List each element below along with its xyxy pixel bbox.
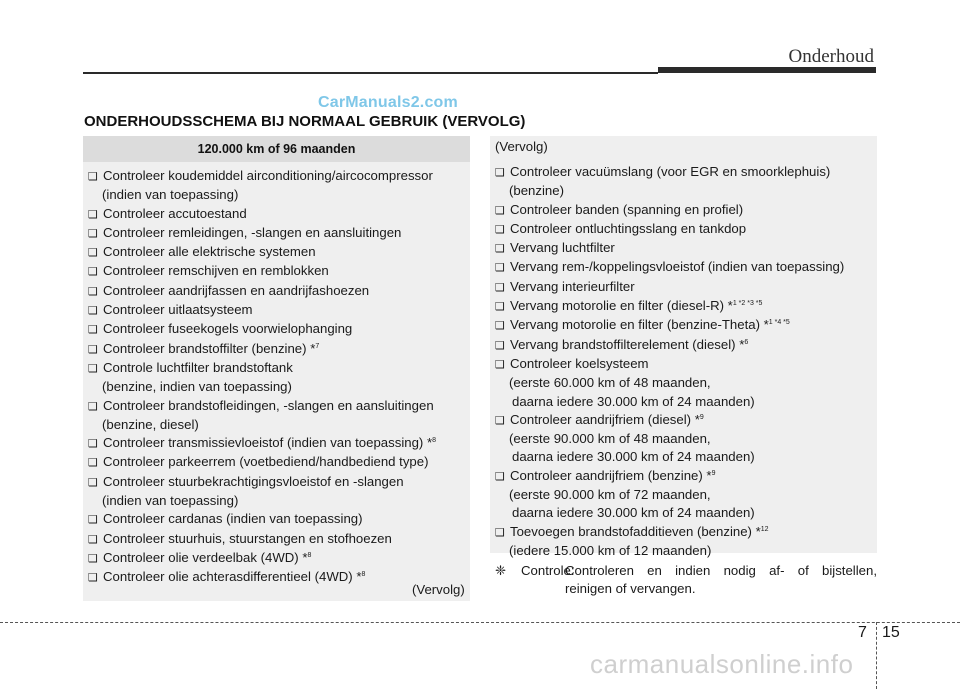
checkbox-icon: ❑ [88, 247, 98, 260]
checklist-item [88, 549, 466, 568]
checkbox-icon: ❑ [495, 167, 505, 179]
note-symbol: ❈ [495, 563, 507, 578]
checklist-item-continuation: (indien van toepassing) [102, 493, 239, 509]
checklist-item [495, 297, 873, 316]
checklist-item-continuation: (eerste 90.000 km of 48 maanden, [509, 431, 711, 447]
checklist-item-text: Controleer aandrijfriem (benzine) * [510, 467, 712, 483]
footnote [495, 562, 877, 598]
checkbox-icon: ❑ [88, 208, 98, 221]
checkbox-icon: ❑ [88, 572, 98, 585]
checklist-item [88, 301, 466, 320]
checklist-item-continuation: (eerste 60.000 km of 48 maanden, [509, 375, 711, 391]
checklist-item [88, 397, 466, 416]
note-text-line1: Controleren en indien nodig af- of bijstellen, [565, 563, 877, 578]
checkbox-icon: ❑ [88, 552, 98, 565]
checklist-item [495, 201, 873, 220]
checklist-item [495, 355, 873, 374]
checklist-item-text: Controleer koelsysteem [510, 355, 649, 371]
checkbox-icon: ❑ [88, 457, 98, 470]
checklist-item-text: Controleer fuseekogels voorwielophanging [103, 321, 353, 337]
checklist-item-text: Controleer olie achterasdifferentieel (4WD) * [103, 569, 362, 585]
checklist-item [495, 336, 873, 355]
checklist-item-text: Controleer parkeerrem (voetbediend/handbediend type) [103, 454, 429, 470]
checkbox-icon: ❑ [88, 305, 98, 318]
checklist-item [88, 568, 466, 587]
checklist-item-continuation: (indien van toepassing) [102, 187, 239, 203]
checklist-item-continuation: (benzine, diesel) [102, 416, 199, 432]
checklist-item [495, 467, 873, 486]
checklist-item-text: Controleer aandrijfriem (diesel) * [510, 411, 700, 427]
checklist-item [88, 530, 466, 549]
checklist-item-text: Vervang motorolie en filter (benzine-Theta) * [510, 317, 769, 333]
checklist-item-text: Controleer olie verdeelbak (4WD) * [103, 549, 308, 565]
checklist-item-text: Controleer transmissievloeistof (indien van toepassing) * [103, 435, 433, 451]
checklist-item-text: Controleer stuurbekrachtigingsvloeistof en -slangen [103, 473, 404, 489]
section-title: ONDERHOUDSSCHEMA BIJ NORMAAL GEBRUIK (VERVOLG) [84, 113, 526, 130]
checkbox-icon: ❑ [88, 266, 98, 279]
continued-label: (Vervolg) [412, 582, 465, 597]
checklist-item-text: Controleer uitlaatsysteem [103, 302, 253, 318]
chapter-title: Onderhoud [788, 46, 874, 67]
checklist-item-continuation: (benzine, indien van toepassing) [102, 379, 292, 395]
checklist-item-continuation: daarna iedere 30.000 km of 24 maanden) [512, 449, 755, 465]
checkbox-icon: ❑ [88, 514, 98, 527]
footnote-ref: 8 [307, 551, 312, 559]
header-rule-accent [658, 67, 876, 73]
checklist-item [495, 316, 873, 335]
checklist-item [88, 340, 466, 359]
left-panel-heading: 120.000 km of 96 maanden [83, 136, 470, 162]
checkbox-icon: ❑ [495, 281, 505, 294]
checklist-item-text: Vervang luchtfilter [510, 240, 615, 256]
checkbox-icon: ❑ [495, 204, 505, 217]
footer-divider [876, 622, 877, 689]
checklist-item-text: Controleer accutoestand [103, 205, 247, 221]
checklist-item-text: Controle luchtfilter brandstoftank [103, 359, 293, 375]
checklist-item-text: Controleer brandstoffilter (benzine) * [103, 340, 316, 356]
checkbox-icon: ❑ [495, 358, 505, 371]
footnote-ref: 12 [760, 525, 769, 533]
checklist-item [495, 258, 873, 277]
checklist-item-text: Controleer koudemiddel airconditioning/aircocompressor [103, 168, 433, 183]
checklist-item [88, 167, 466, 186]
footnote-ref: 9 [711, 469, 716, 477]
checklist-item [495, 220, 873, 239]
checkbox-icon: ❑ [88, 324, 98, 337]
checklist-item [495, 239, 873, 258]
checklist-item-continuation: daarna iedere 30.000 km of 24 maanden) [512, 393, 755, 409]
checkbox-icon: ❑ [88, 343, 98, 356]
checklist-item [495, 278, 873, 297]
continued-heading: (Vervolg) [495, 139, 548, 154]
checklist-item [88, 473, 466, 492]
checklist-item [495, 411, 873, 430]
checkbox-icon: ❑ [88, 227, 98, 240]
footnote-ref: 7 [315, 342, 320, 350]
checkbox-icon: ❑ [88, 476, 98, 489]
checklist-item-text: Controleer alle elektrische systemen [103, 244, 316, 260]
checklist-item [495, 163, 873, 182]
checklist-item-text: Vervang rem-/koppelingsvloeistof (indien van toepassing) [510, 259, 845, 275]
checkbox-icon: ❑ [495, 223, 505, 236]
footer-rule [0, 622, 960, 623]
checkbox-icon: ❑ [495, 320, 505, 333]
checklist-item [88, 453, 466, 472]
checklist-item-text: Controleer stuurhuis, stuurstangen en stofhoezen [103, 530, 392, 546]
checklist-item-text: Vervang motorolie en filter (diesel-R) * [510, 298, 733, 314]
footnote-ref: 8 [361, 571, 366, 579]
checklist-item-text: Controleer vacuümslang (voor EGR en smoorklephuis) [510, 164, 831, 179]
checkbox-icon: ❑ [88, 171, 98, 183]
checklist-item-continuation: (iedere 15.000 km of 12 maanden) [509, 542, 712, 558]
checkbox-icon: ❑ [88, 362, 98, 375]
watermark-footer: carmanualsonline.info [590, 649, 854, 679]
footnote-ref: 1 *2 *3 *5 [732, 300, 763, 308]
checklist-item-text: Controleer remschijven en remblokken [103, 263, 329, 279]
checklist-item [88, 510, 466, 529]
checklist-item-continuation: (benzine) [509, 183, 564, 199]
checklist-item [88, 205, 466, 224]
footnote-ref: 6 [744, 338, 749, 346]
left-checklist [88, 167, 466, 588]
checkbox-icon: ❑ [495, 526, 505, 539]
watermark-logo: CarManuals2.com [318, 94, 458, 111]
checklist-item-text: Controleer banden (spanning en profiel) [510, 201, 744, 217]
checklist-item-continuation: daarna iedere 30.000 km of 24 maanden) [512, 505, 755, 521]
note-text-line2: reinigen of vervangen. [565, 581, 696, 596]
checklist-item [88, 434, 466, 453]
checklist-item [495, 523, 873, 542]
page-chapter-number: 7 [858, 624, 867, 641]
footnote-ref: 8 [432, 437, 437, 445]
checkbox-icon: ❑ [88, 400, 98, 413]
checklist-item-text: Controleer aandrijfassen en aandrijfashoezen [103, 282, 370, 298]
checklist-item [88, 262, 466, 281]
checklist-item [88, 359, 466, 378]
right-checklist [495, 163, 873, 560]
checkbox-icon: ❑ [495, 414, 505, 427]
checklist-item-text: Vervang brandstoffilterelement (diesel) * [510, 336, 745, 352]
checkbox-icon: ❑ [495, 301, 505, 314]
footnote-ref: 9 [699, 413, 704, 421]
checkbox-icon: ❑ [495, 243, 505, 256]
footnote-ref: 1 *4 *5 [768, 319, 790, 327]
checkbox-icon: ❑ [495, 262, 505, 275]
checkbox-icon: ❑ [88, 533, 98, 546]
checklist-item [88, 282, 466, 301]
checklist-item-text: Toevoegen brandstofadditieven (benzine) * [510, 523, 761, 539]
checkbox-icon: ❑ [495, 470, 505, 483]
checklist-item [88, 224, 466, 243]
checklist-item-text: Controleer ontluchtingsslang en tankdop [510, 220, 747, 236]
checklist-item-text: Controleer cardanas (indien van toepassing) [103, 511, 363, 527]
checkbox-icon: ❑ [495, 339, 505, 352]
note-key: Controle: [521, 563, 575, 578]
header-rule [83, 72, 658, 74]
checklist-item-text: Controleer brandstofleidingen, -slangen en aansluitingen [103, 397, 434, 413]
checkbox-icon: ❑ [88, 438, 98, 451]
checklist-item [88, 243, 466, 262]
page-number: 15 [882, 624, 900, 641]
checklist-item-continuation: (eerste 90.000 km of 72 maanden, [509, 487, 711, 503]
checklist-item [88, 320, 466, 339]
checklist-item-text: Vervang interieurfilter [510, 278, 635, 294]
checklist-item-text: Controleer remleidingen, -slangen en aansluitingen [103, 224, 402, 240]
checkbox-icon: ❑ [88, 285, 98, 298]
